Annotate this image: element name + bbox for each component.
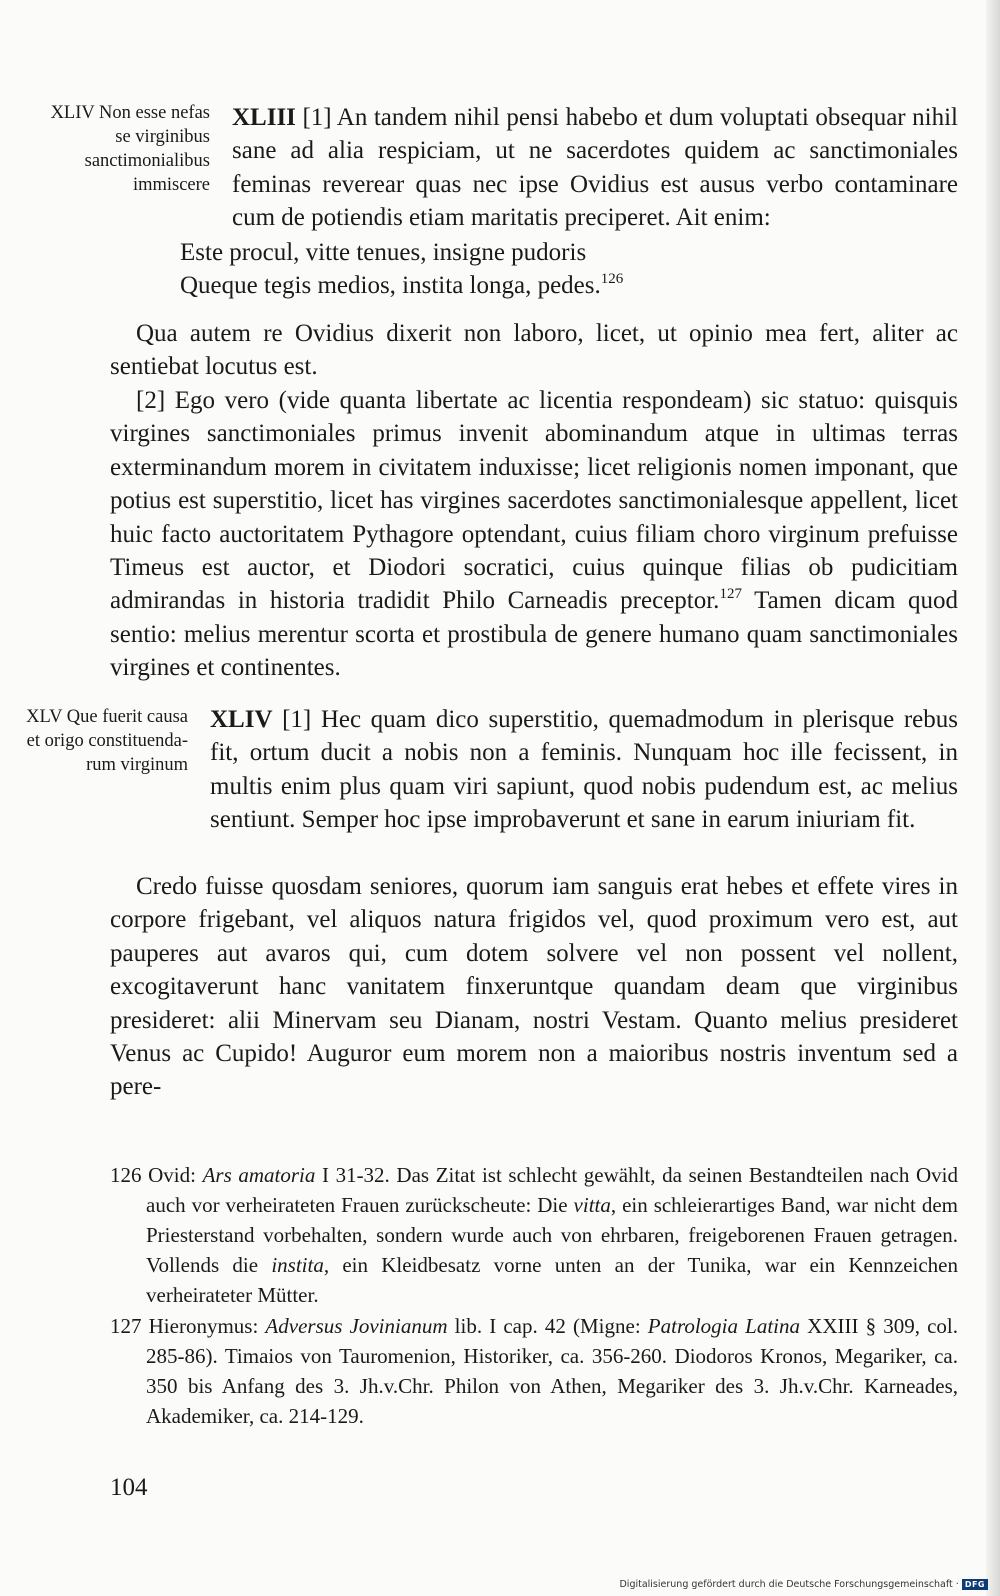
footnote-term: instita: [271, 1253, 324, 1277]
paragraph: Credo fuisse quosdam seniores, quorum iam sanguis erat hebes et effete vires in corpore frigebant, vel aliquos natura frigidos vel, quod proximum vero est, aut pauperes aut avaros qui, cum dotem solvere vel non possent vel nollent, excogitaverunt hanc vanitatem finxeruntque quandam deam que virginibus presideret: alii Minervam seu Dianam, nostri Vestam. Quanto melius presideret Venus ac Cupido! Auguror eum morem non a maioribus nostris inventum sed a pere-: [110, 873, 958, 1101]
footnote-title: Patrologia Latina: [647, 1314, 801, 1338]
footer-text: Digitalisierung gefördert durch die Deutsche Forschungsgemeinschaft ·: [619, 1579, 959, 1590]
page-edge-shadow: [986, 0, 1000, 1596]
footnote-text: I 31-32. Das Zitat ist schlecht gewählt, da seinen Bestandteilen nach Ovid auch vor verheirateten Frauen zurückscheute: Die: [146, 1163, 958, 1217]
page-number: 104: [110, 1474, 148, 1501]
paragraph-text: [2] Ego vero (vide quanta libertate ac licentia respondeam) sic statuo: quisquis virgines sanctimoniales primus invenit abominandum atque in ultimas terras exterminandum morem in civitatem induxisse; licet religionis nomen imponant, que potius est superstitio, licet has virgines sacerdotes sanctimonialesque appellent, licet huic facto auctoritatem Pythagore optendant, cuius filiam choro virginum prefuisse Timeus est auctor, et Diodori socratici, cuius quinque filias ob pudicitiam admirandas in historia tradidit Philo Carneadis preceptor.: [110, 387, 958, 615]
footnote-ref-126: 126: [600, 271, 624, 287]
footnote-text: , ein schleierartiges Band, war nicht dem Priesterstand vorbehalten, sondern wurde auch von ehrbaren, freigeborenen Frauen getragen. Vollends die: [146, 1193, 958, 1277]
footnote-title: Ars amatoria: [202, 1163, 316, 1187]
paragraph: [110, 384, 958, 685]
footnote-text: lib. I cap. 42 (Migne:: [447, 1314, 648, 1338]
sidenote-spacer: [110, 703, 210, 833]
paragraph-text: Tamen dicam quod sentio: melius merentur scorta et prostibula de genere humano quam sanctimoniales virgines et continentes.: [110, 587, 959, 682]
section-xliii-opening: [232, 101, 958, 235]
verse-line-2: [180, 269, 623, 302]
verse-text: Queque tegis medios, instita longa, pedes.: [180, 272, 601, 299]
sidenote-xliv: XLIV Non esse nefas se virginibus sanctimonialibus immiscere: [50, 103, 210, 195]
footnote-title: Adversus Jovinianum: [265, 1314, 448, 1338]
section-number: XLIV: [210, 706, 273, 733]
section-number: XLIII: [232, 104, 296, 131]
footnote-text: , ein Kleidbesatz vorne unten an der Tunika, war ein Kennzeichen verheirateter Mütter.: [146, 1253, 958, 1307]
verse-line-1: Este procul, vitte tenues, insigne pudoris: [180, 239, 587, 266]
section-text: [1] Hec quam dico superstitio, quemadmodum in plerisque rebus fit, ortum ducit a nobis non a feminis. Nunquam hoc ille fecissent, in multis enim plus quam viri sapiunt, quod nobis pudendum est, ac melius sentiunt. Semper hoc ipse improbaverunt et sane in earum iniuriam fit.: [210, 706, 958, 834]
section-text: [1] An tandem nihil pensi habebo et dum voluptati obsequar nihil sane ad alia respiciam, ut ne sacerdotes quidem ac sanctimoniales feminas reverear quas nec ipse Ovidius est ausus verbo contaminare cum de potiendis etiam maritatis preciperet. Ait enim:: [232, 104, 958, 232]
footnote-ref-127: 127: [719, 586, 742, 603]
footnote-text: 127 Hieronymus:: [110, 1314, 266, 1338]
dfg-logo-icon: DFG: [962, 1579, 988, 1590]
footnote-127: [110, 1311, 958, 1431]
footnote-text: 126 Ovid:: [110, 1163, 203, 1187]
section-xliv: [110, 703, 958, 837]
section-xliv-opening: [110, 703, 958, 837]
footnote-text: XXIII § 309, col. 285-86). Timaios von Tauromenion, Historiker, ca. 356-260. Diodoros Kronos, Megariker, ca. 350 bis Anfang des 3. Jh.v.Chr. Philon von Athen, Megariker des 3. Jh.v.Chr. Karneades, Akademiker, ca. 214-129.: [146, 1314, 959, 1428]
digitization-footer: [619, 1579, 988, 1590]
sidenote-xlv: XLV Que fuerit causa et origo constituenda-rum virginum: [26, 707, 188, 775]
paragraph: Qua autem re Ovidius dixerit non laboro, licet, ut opinio mea fert, aliter ac sentiebat locutus est.: [110, 320, 958, 381]
footnote-126: [110, 1160, 958, 1310]
footnote-term: vitta: [573, 1193, 611, 1217]
